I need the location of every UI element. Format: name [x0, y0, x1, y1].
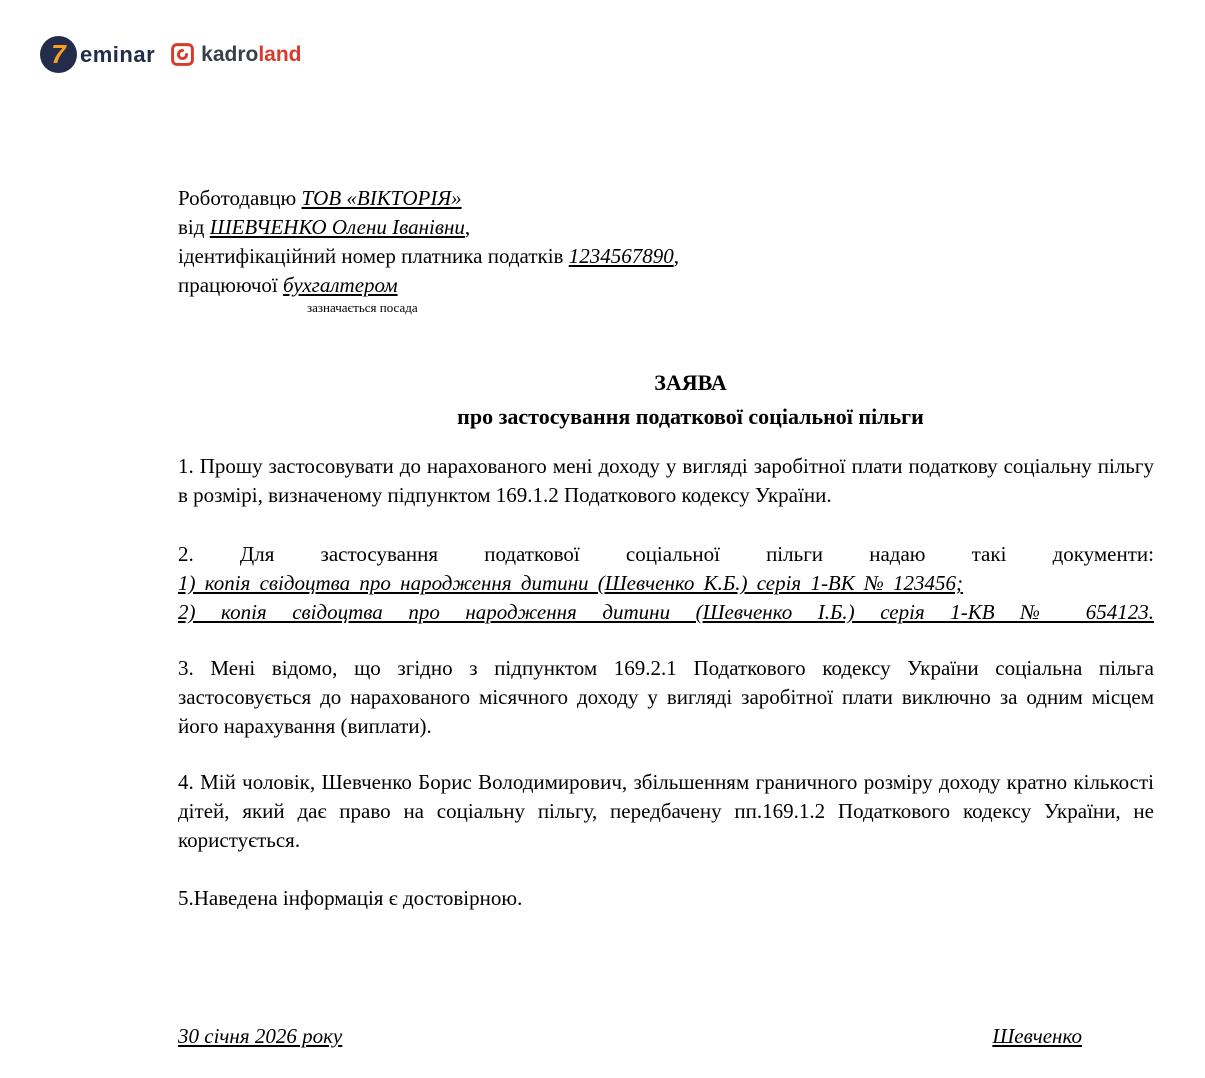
paragraph-4: 4. Мій чоловік, Шевченко Борис Володимирович, збільшенням граничного розміру доходу кратно кількості дітей, який дає право на соціальну пільгу, передбачену пп.169.1.2 Податкового кодексу України, не користується. [178, 770, 1154, 852]
header-block [178, 184, 1168, 300]
header-line-tax-id-label: ідентифікаційний номер платника податків [178, 244, 569, 268]
title-main: ЗАЯВА [654, 370, 727, 395]
kadroland-text-red: land [258, 42, 302, 66]
document-item-1 [178, 569, 1154, 598]
title-subtitle: про застосування податкової соціальної пільги [457, 404, 924, 429]
paragraph-2 [178, 540, 1154, 627]
header-line-position-label: працюючої [178, 273, 284, 297]
employer-name: ТОВ «ВІКТОРІЯ» [301, 186, 462, 210]
header-line-applicant [178, 213, 1168, 242]
paragraph-3: 3. Мені відомо, що згідно з підпунктом 169.2.1 Податкового кодексу України соціальна пільга застосовується до нарахованого місячного доходу у вигляді заробітної плати виключно за одним місцем його нарахування (виплати). [178, 656, 1154, 738]
paragraph-5: 5.Наведена інформація є достовірною. [178, 886, 523, 910]
document-title [203, 366, 1178, 434]
footer-row [178, 1022, 1154, 1051]
header-line-tax-id-suffix: , [673, 244, 679, 268]
header-line-applicant-label: від [178, 215, 210, 239]
applicant-name: ШЕВЧЕНКО Олени Іванівни [209, 215, 465, 239]
header-line-tax-id [178, 242, 1168, 271]
seminar-digit: 7 [51, 39, 66, 69]
tax-id-number: 1234567890 [568, 244, 674, 268]
document-item-2 [178, 598, 1154, 627]
document-item-2-text: 2) копія свідоцтва про народження дитини (Шевченко І.Б.) серія 1-КВ № 654123. [178, 600, 1154, 624]
position-value: бухгалтером [283, 273, 398, 297]
signature: Шевченко [992, 1024, 1082, 1048]
paragraph-1: 1. Прошу застосовувати до нарахованого мені доходу у вигляді заробітної плати податкову соціальну пільгу в розмірі, визначеному підпунктом 169.1.2 Податкового кодексу України. [178, 454, 1154, 507]
brand-logos [40, 36, 302, 73]
kadroland-icon [169, 41, 196, 68]
header-line-applicant-suffix: , [464, 215, 471, 239]
header-line-employer [178, 184, 1168, 213]
kadroland-logo [169, 41, 301, 68]
document-date: 30 січня 2026 року [178, 1024, 343, 1048]
kadroland-text-dark: kadro [201, 42, 259, 66]
paragraph-2-intro: 2. Для застосування податкової соціальної пільги надаю такі документи: [178, 542, 1154, 566]
seminar-logo-text: eminar [80, 41, 156, 67]
document-item-1-text: 1) копія свідоцтва про народження дитини (Шевченко К.Б.) серія 1-ВК № 123456; [178, 571, 963, 595]
position-footnote: зазначається посада [307, 300, 418, 315]
header-line-position [178, 271, 1168, 300]
kadroland-logo-text [201, 43, 301, 67]
seminar-logo [40, 36, 155, 73]
seminar-circle-icon [40, 36, 77, 73]
header-line-employer-label: Роботодавцю [178, 186, 302, 210]
